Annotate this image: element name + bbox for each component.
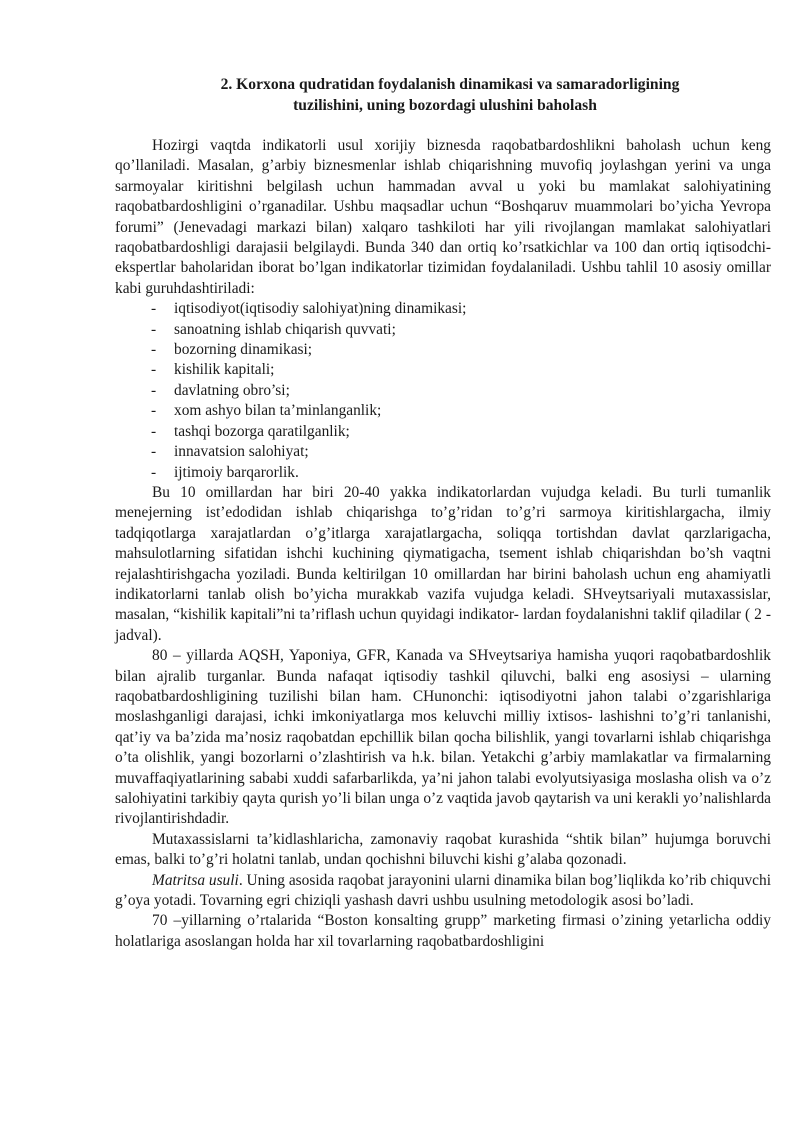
list-item-text: tashqi bozorga qaratilganlik; xyxy=(174,422,350,440)
list-item xyxy=(115,360,771,380)
list-item-text: sanoatning ishlab chiqarish quvvati; xyxy=(174,320,396,338)
paragraph-3: 80 – yillarda AQSH, Yaponiya, GFR, Kanada va SHveytsariya hamisha yuqori raqobatbardoshlik bilan ajralib turganlar. Bunda nafaqat iqtisodiy tashkil qiluvchi, balki eng asosiysi – ularning raqobatbardoshligining tuzilishi bilan ham. CHunonchi: iqtisodiyotni jahon talabi o’zgarishlariga moslashganligi darajasi, ichki imkoniyatlarga mos keluvchi milliy ixtisos- lashishni to’g’ri tanlanishi, qat’iy va ba’zida ma’nosiz raqobatdan epchillik bilan qocha bilishlik, yangi tovarlarni ishlab chiqarishga o’ta olishlik, yangi bozorlarni o’zlashtirish va h.k. bilan. Yetakchi g’arbiy mamlakatlar va firmalarning muvaffaqiyatlarining sababi xuddi safarbarlikda, ya’ni jahon talabi evolyutsiyasiga moslasha olish va o’z salohiyatini tarkibiy qayta qurish yo’li bilan unga o’z vaqtida javob qaytarish va uni kerakli yo’nalishlarda rivojlantirishdadir. xyxy=(115,647,771,828)
matrix-method-term: Matritsa usuli xyxy=(152,871,239,889)
heading-line-1: 2. Korxona qudratidan foydalanish dinamikasi va samaradorligining xyxy=(220,76,680,93)
list-item-text: davlatning obro’si; xyxy=(174,381,290,399)
section-heading xyxy=(110,75,780,116)
list-dash: - xyxy=(151,422,157,440)
list-item xyxy=(115,463,771,483)
list-item xyxy=(115,320,771,340)
list-item xyxy=(115,299,771,319)
list-item-text: innavatsion salohiyat; xyxy=(174,443,309,461)
list-dash: - xyxy=(151,463,157,481)
list-item-text: kishilik kapitali; xyxy=(174,361,275,379)
list-dash: - xyxy=(151,402,157,420)
list-dash: - xyxy=(151,361,157,379)
list-item xyxy=(115,340,771,360)
list-item-text: ijtimoiy barqarorlik. xyxy=(174,463,299,481)
list-item xyxy=(115,442,771,462)
paragraph-4: Mutaxassislarni ta’kidlashlaricha, zamonaviy raqobat kurashida “shtik bilan” hujumga boruvchi emas, balki to’g’ri holatni tanlab, undan qochishni biluvchi kishi g’alaba qozonadi. xyxy=(115,830,771,869)
paragraph-1: Hozirgi vaqtda indikatorli usul xorijiy biznesda raqobatbardoshlikni baholash uchun keng qo’llaniladi. Masalan, g’arbiy biznesmenlar ishlab chiqarishning muvofiq joylashgan yerini va unga sarmoyalar kiritishni belgilash uchun hammadan avval u yoki bu mamlakat salohiyatining raqobatbardoshligini o’rganadilar. Ushbu maqsadlar uchun “Boshqaruv muammolari bo’yicha Yevropa forumi” (Jenevadagi markazi bilan) xalqaro tashkiloti har yili rivojlangan mamlakat salohiyatlari raqobatbardoshligi darajasii belgilaydi. Bunda 340 dan ortiq ko’rsatkichlar va 100 dan ortiq iqtisodchi-ekspertlar baholaridan iborat bo’lgan indikatorlar tizimidan foydalaniladi. Ushbu tahlil 10 asosiy omillar kabi guruhdashtiriladi: xyxy=(115,137,771,297)
list-item-text: xom ashyo bilan ta’minlanganlik; xyxy=(174,402,382,420)
paragraph-5-text: . Uning asosida raqobat jarayonini ularni dinamika bilan bog’liqlikda ko’rib chiquvchi g’oya yotadi. Tovarning egri chiziqli yashash davri ushbu usulning metodologik asosi bo’ladi. xyxy=(115,871,771,910)
list-item xyxy=(115,381,771,401)
list-item xyxy=(115,401,771,421)
paragraph-6: 70 –yillarning o’rtalarida “Boston konsalting grupp” marketing firmasi o’zining yetarlicha oddiy holatlariga asoslangan holda har xil tovarlarning raqobatbardoshligini xyxy=(115,912,771,950)
list-dash: - xyxy=(151,320,157,338)
list-item-text: bozorning dinamikasi; xyxy=(174,341,313,359)
list-item xyxy=(115,422,771,442)
list-dash: - xyxy=(151,443,157,461)
list-dash: - xyxy=(151,341,157,359)
paragraph-5 xyxy=(115,871,771,912)
heading-line-2: tuzilishini, uning bozordagi ulushini baholash xyxy=(293,96,597,114)
list-dash: - xyxy=(151,300,157,318)
paragraph-2: Bu 10 omillardan har biri 20-40 yakka indikatorlardan vujudga keladi. Bu turli tumanlik menejerning ist’edodidan ishlab chiqarishga to’g’ridan to’g’ri sarmoya kiritishlargacha, ilmiy tadqiqotlarga xarajatlardan o’g’itlarga xarajatlargacha, soliqqa tortishdan davlat qarzlarigacha, mahsulotlarning sifatidan ishchi kuchining qiymatigacha, tsement ishlab chiqarishdan bo’sh vaqtni rejalashtirishgacha yoziladi. Bunda keltirilgan 10 omillardan har birini baholash uchun eng ahamiyatli indikatorlarni tanlab olish bo’yicha murakkab vazifa vujudga keladi. SHveytsariyali mutaxassislar, masalan, “kishilik kapitali”ni ta’riflash uchun quyidagi indikator- lardan foydalanishni taklif qiladilar ( 2 - jadval). xyxy=(115,483,771,644)
list-dash: - xyxy=(151,381,157,399)
document-body xyxy=(115,136,771,952)
factor-list xyxy=(115,299,771,483)
list-item-text: iqtisodiyot(iqtisodiy salohiyat)ning dinamikasi; xyxy=(174,300,467,318)
